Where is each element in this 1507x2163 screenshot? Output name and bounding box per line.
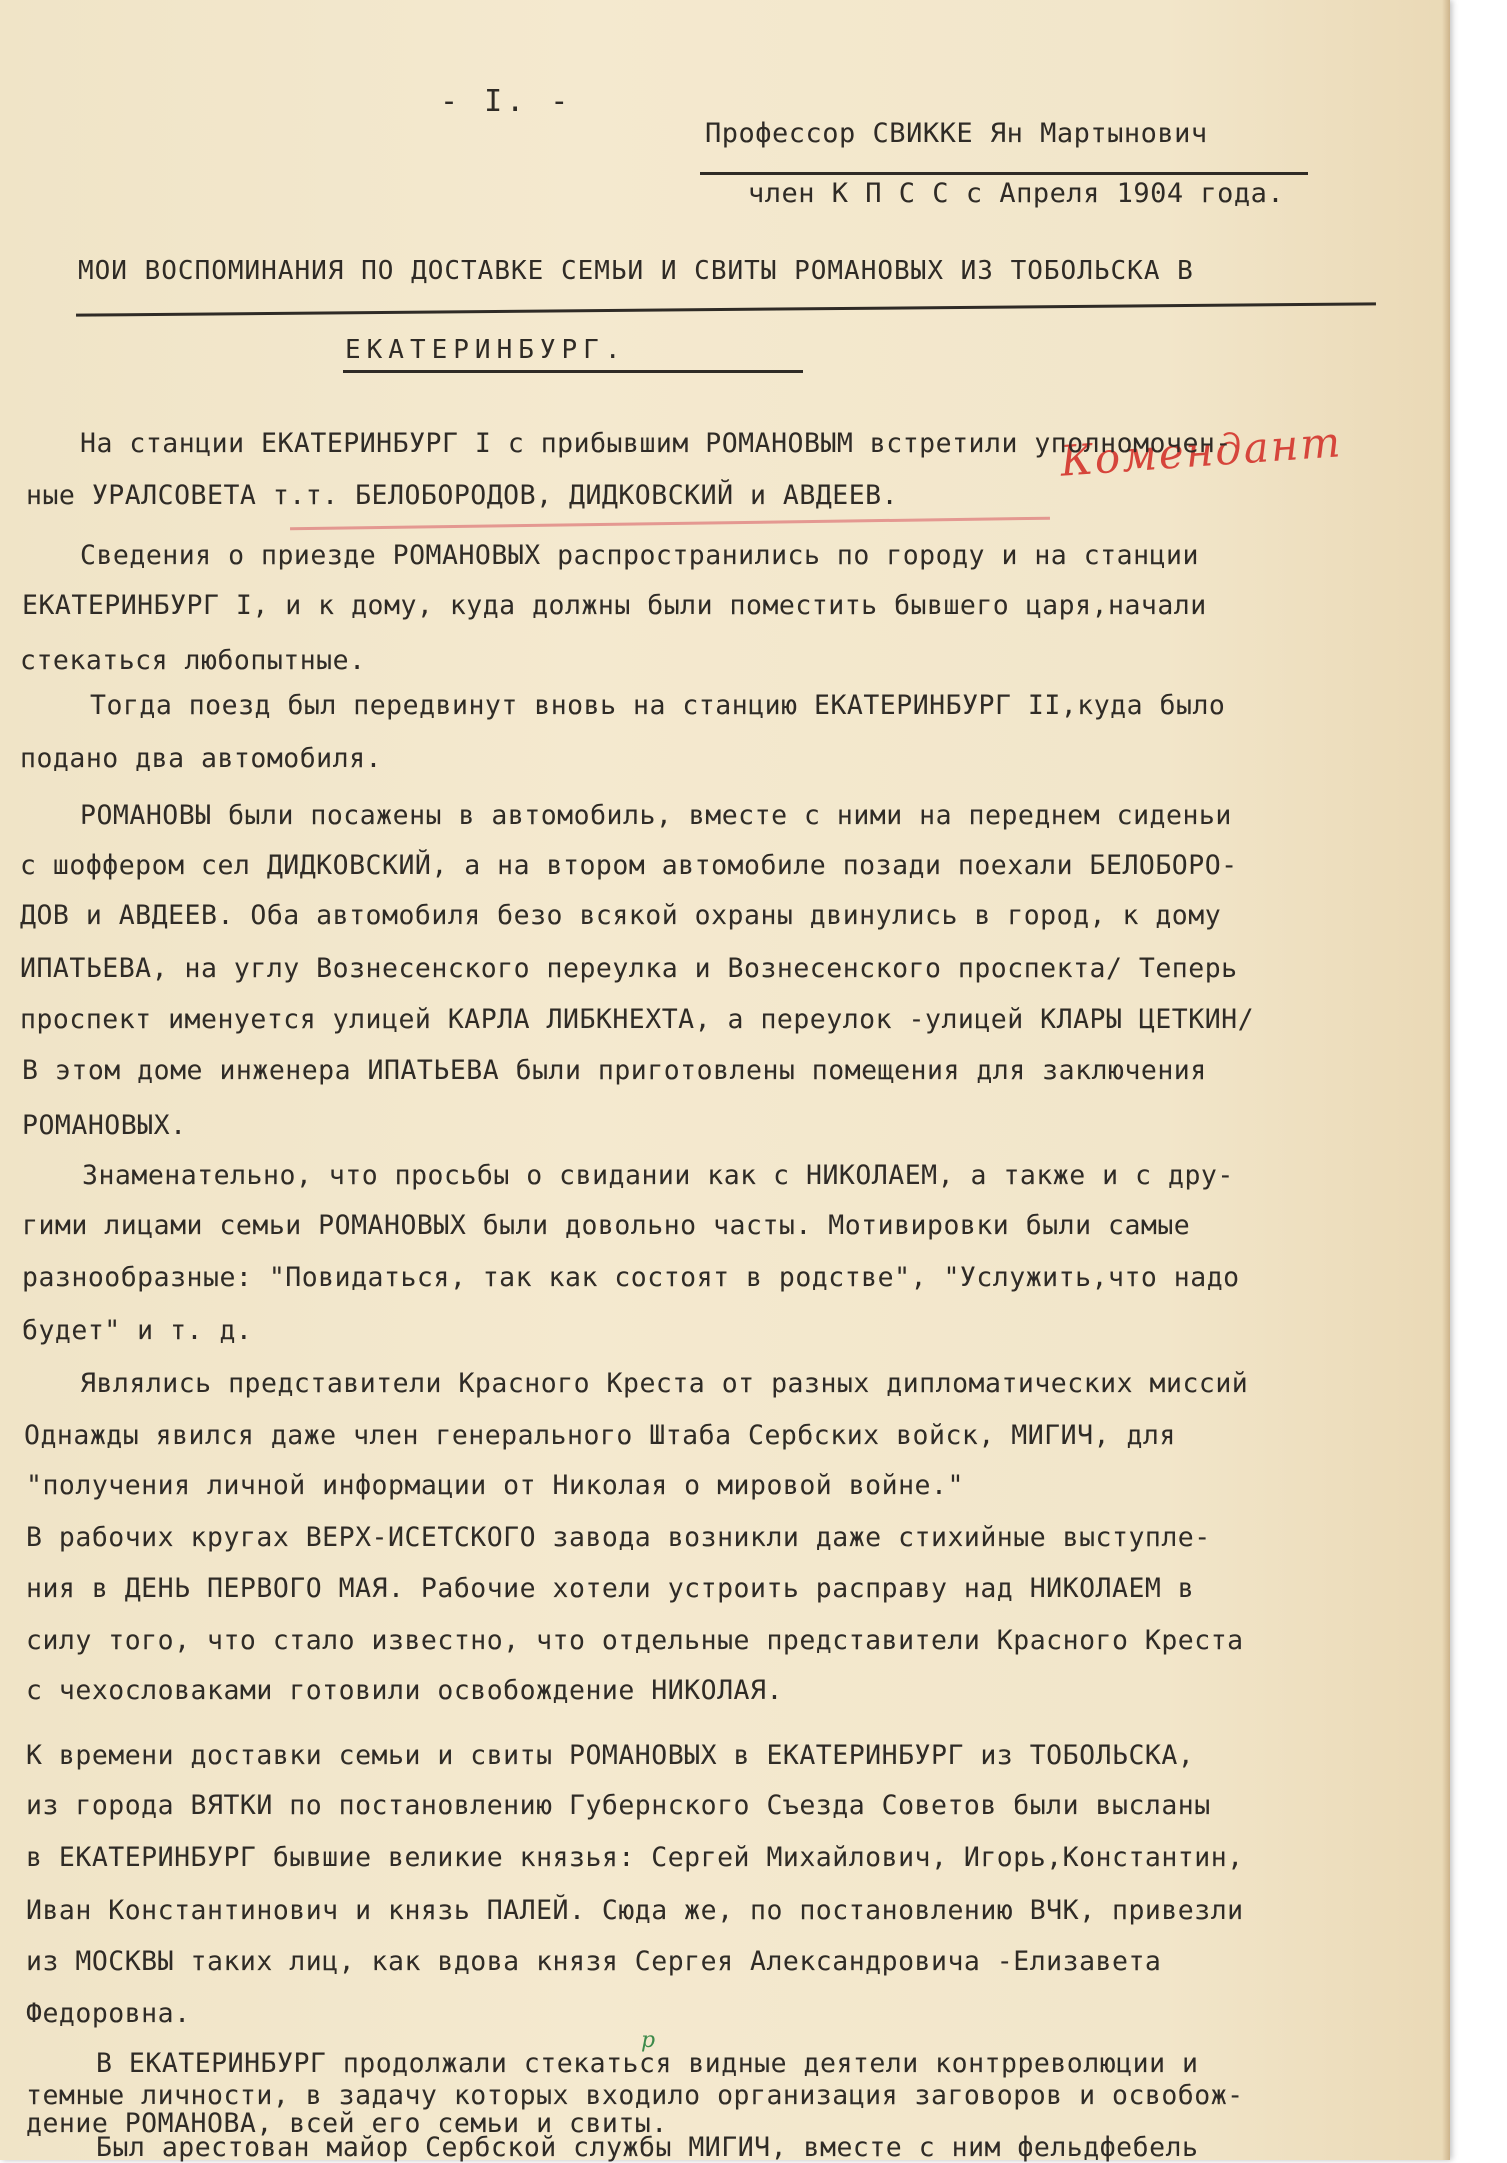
title-line-1-underline — [76, 302, 1376, 316]
body-line: В этом доме инженера ИПАТЬЕВА были приготовлены помещения для заключения — [22, 1055, 1207, 1086]
body-line: ные УРАЛСОВЕТА т.т. БЕЛОБОРОДОВ, ДИДКОВСКИЙ и АВДЕЕВ. — [26, 480, 899, 511]
body-line: из города ВЯТКИ по постановлению Губернского Съезда Советов были высланы — [26, 1790, 1211, 1821]
body-line: Тогда поезд был передвинут вновь на станцию ЕКАТЕРИНБУРГ II,куда было — [90, 690, 1226, 721]
author-line: Профессор СВИККЕ Ян Мартынович — [705, 118, 1208, 149]
body-line: ния в ДЕНЬ ПЕРВОГО МАЯ. Рабочие хотели устроить расправу над НИКОЛАЕМ в — [26, 1573, 1195, 1604]
body-line: проспект именуется улицей КАРЛА ЛИБКНЕХТА, а переулок -улицей КЛАРЫ ЦЕТКИН/ — [20, 1004, 1255, 1035]
page-number: - I. - — [440, 84, 573, 119]
body-line: разнообразные: "Повидаться, так как состоят в родстве", "Услужить,что надо — [22, 1262, 1240, 1293]
body-line: ДОВ и АВДЕЕВ. Оба автомобиля безо всякой охраны двинулись в город, к дому — [20, 900, 1222, 931]
body-line: темные личности, в задачу которых входило организация заговоров и освобож- — [26, 2080, 1244, 2111]
body-line: Иван Константинович и князь ПАЛЕЙ. Сюда же, по постановлению ВЧК, привезли — [26, 1895, 1244, 1926]
body-line: ЕКАТЕРИНБУРГ I, и к дому, куда должны были поместить бывшего царя,начали — [22, 590, 1207, 621]
page-edge — [1442, 0, 1450, 2160]
body-line: дение РОМАНОВА, всей его семьи и свиты. — [26, 2108, 668, 2139]
body-line: РОМАНОВЫ были посажены в автомобиль, вместе с ними на переднем сиденьи — [80, 800, 1232, 831]
body-line: В рабочих кругах ВЕРХ-ИСЕТСКОГО завода возникли даже стихийные выступле- — [26, 1522, 1211, 1553]
body-line: в ЕКАТЕРИНБУРГ бывшие великие князья: Сергей Михайлович, Игорь,Константин, — [26, 1842, 1244, 1873]
title-line-2-underline — [343, 370, 803, 373]
body-line: РОМАНОВЫХ. — [22, 1110, 187, 1141]
body-line: подано два автомобиля. — [20, 743, 382, 774]
body-line: Знаменательно, что просьбы о свидании как с НИКОЛАЕМ, а также и с дру- — [82, 1160, 1234, 1191]
body-line: Являлись представители Красного Креста от разных дипломатических миссий — [80, 1368, 1249, 1399]
body-line: Федоровна. — [26, 1998, 191, 2029]
body-line: гими лицами семьи РОМАНОВЫХ были довольно часты. Мотивировки были самые — [22, 1210, 1191, 1241]
handwritten-note: Комендант — [1058, 417, 1344, 486]
body-line: Сведения о приезде РОМАНОВЫХ распространились по городу и на станции — [80, 540, 1199, 571]
body-line: К времени доставки семьи и свиты РОМАНОВЫХ в ЕКАТЕРИНБУРГ из ТОБОЛЬСКА, — [26, 1740, 1195, 1771]
title-line-1: МОИ ВОСПОМИНАНИЯ ПО ДОСТАВКЕ СЕМЬИ И СВИТЫ РОМАНОВЫХ ИЗ ТОБОЛЬСКА В — [78, 256, 1194, 286]
body-line: силу того, что стало известно, что отдельные представители Красного Креста — [26, 1625, 1244, 1656]
body-line: с шоффером сел ДИДКОВСКИЙ, а на втором автомобиле позади поехали БЕЛОБОРО- — [20, 850, 1238, 881]
body-line: из МОСКВЫ таких лиц, как вдова князя Сергея Александровича -Елизавета — [26, 1946, 1162, 1977]
body-line: Был арестован майор Сербской службы МИГИЧ, вместе с ним фельдфебель — [96, 2132, 1199, 2163]
body-line: В ЕКАТЕРИНБУРГ продолжали стекаться видные деятели контрреволюции и — [96, 2048, 1199, 2079]
red-pencil-underline — [290, 517, 1050, 531]
handwritten-mark: р — [641, 2028, 656, 2053]
body-line: "получения личной информации от Николая о мировой войне." — [26, 1470, 964, 1501]
body-line: будет" и т. д. — [22, 1315, 253, 1346]
author-underline — [700, 172, 1308, 175]
body-line: ИПАТЬЕВА, на углу Вознесенского переулка и Вознесенского проспекта/ Теперь — [20, 953, 1238, 984]
body-line: с чехословаками готовили освобождение НИКОЛАЯ. — [26, 1675, 783, 1706]
body-line: стекаться любопытные. — [20, 645, 366, 676]
membership-line: член К П С С с Апреля 1904 года. — [748, 178, 1285, 209]
body-line: Однажды явился даже член генерального Штаба Сербских войск, МИГИЧ, для — [24, 1420, 1176, 1451]
body-line: На станции ЕКАТЕРИНБУРГ I с прибывшим РОМАНОВЫМ встретили уполномочен- — [80, 428, 1232, 459]
title-line-2: ЕКАТЕРИНБУРГ. — [345, 335, 627, 365]
